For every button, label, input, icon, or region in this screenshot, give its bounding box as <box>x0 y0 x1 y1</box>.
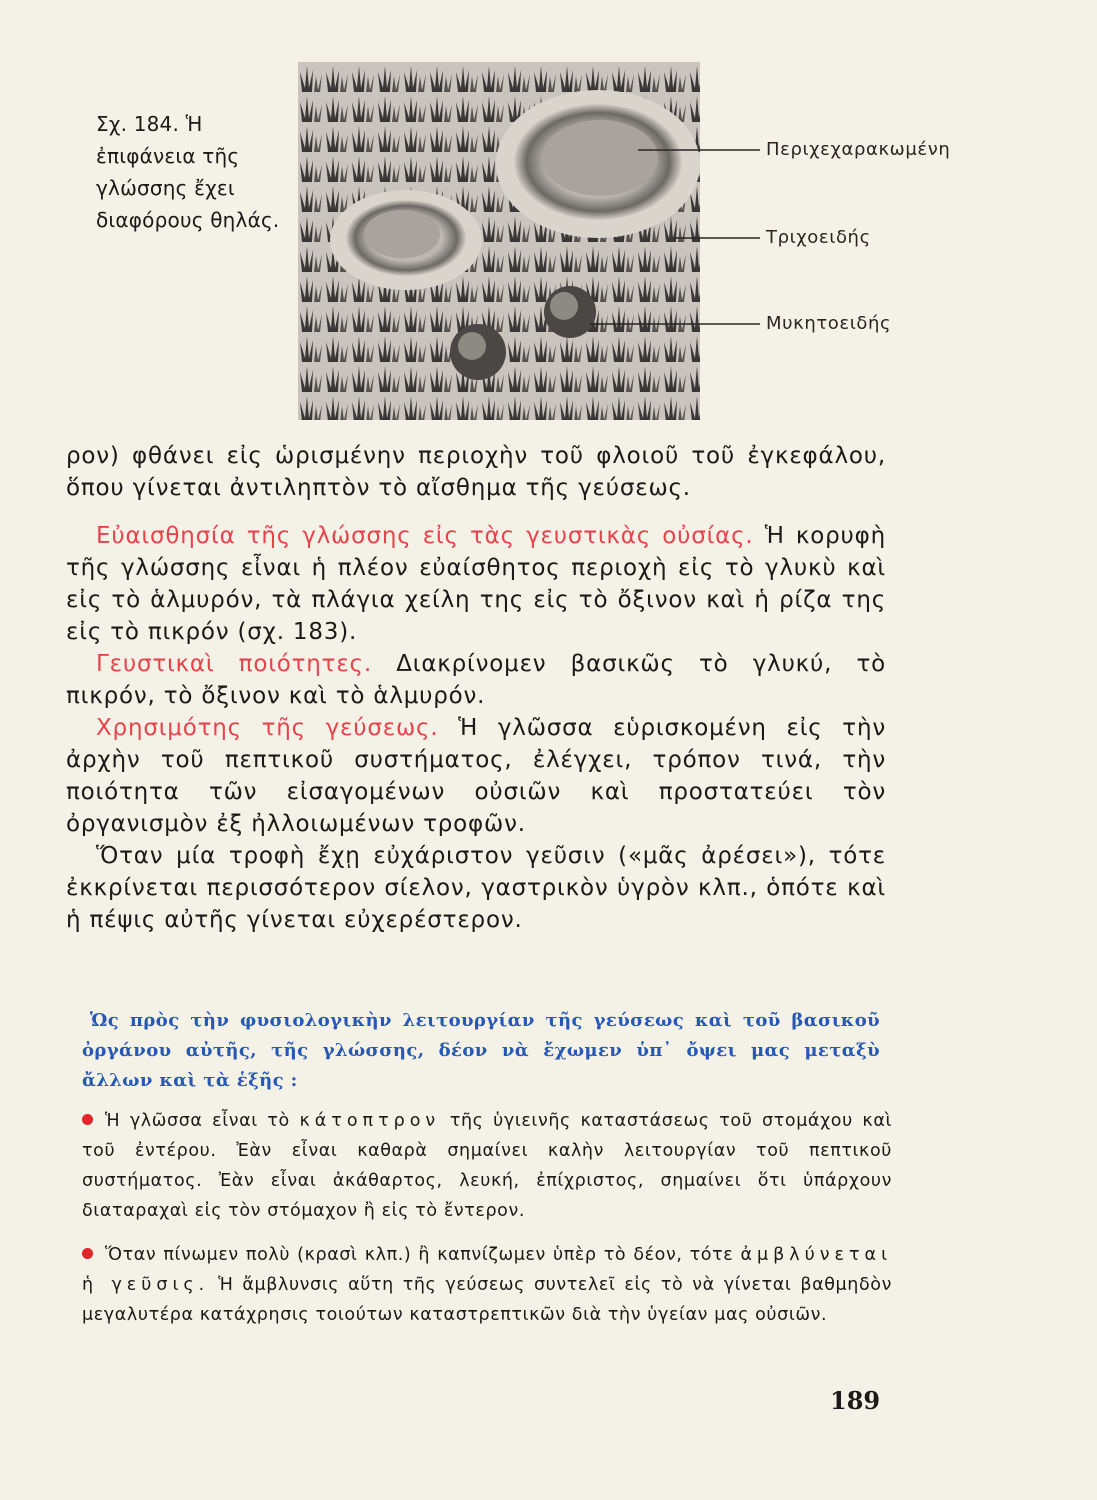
note-intro: Ὡς πρὸς τὴν φυσιολογικὴν λειτουργίαν τῆς γεύσεως καὶ τοῦ βασικοῦ ὀργάνου αὐτῆς, τῆς γλώσσης, δέον νὰ ἔχωμεν ὑπ᾿ ὄψει μας μεταξὺ ἄλλων καὶ τὰ ἑξῆς : <box>82 1010 880 1091</box>
bullet-item-1 <box>82 1106 892 1226</box>
bullet1-text-a: Ἡ γλῶσσα εἶναι τὸ <box>105 1111 290 1131</box>
bullet-item-2 <box>82 1240 892 1330</box>
label-filiform: Τριχοειδής <box>766 227 871 248</box>
label-circumvallate: Περιχεχαρακωμένη <box>766 139 951 160</box>
label-fungiform: Μυκητοειδής <box>766 313 892 334</box>
bullet2-text-b: Ἡ ἄμβλυνσις αὕτη τῆς γεύσεως συντελεῖ εἰς τὸ νὰ γίνεται βαθμηδὸν μεγαλυτέρα κατάχρησις τοιούτων καταστρεπτικῶν διὰ τὴν ὑγείαν μας οὐσιῶν. <box>82 1275 892 1325</box>
pleasant-taste-paragraph: Ὅταν μία τροφὴ ἔχῃ εὐχάριστον γεῦσιν («μᾶς ἀρέσει»), τότε ἐκκρίνεται περισσότερον σίελον, γαστρικὸν ὑγρὸν κλπ., ὁπότε καὶ ἡ πέψις αὐτῆς γίνεται εὐχερέστερον. <box>66 843 886 933</box>
sensitivity-heading: Εὐαισθησία τῆς γλώσσης εἰς τὰς γευστικὰς οὐσίας. <box>96 523 754 549</box>
qualities-heading: Γευστικαὶ ποιότητες. <box>96 651 372 677</box>
qualities-text: Διακρίνομεν βασικῶς τὸ γλυκύ, τὸ πικρόν, τὸ ὄξινον καὶ τὸ ἁλμυρόν. <box>66 651 886 709</box>
usefulness-paragraph <box>66 712 886 840</box>
main-text <box>66 440 886 936</box>
bullet2-text-a: Ὅταν πίνωμεν πολὺ (κρασὶ κλπ.) ἢ καπνίζωμεν ὑπὲρ τὸ δέον, τότε <box>105 1245 734 1265</box>
bullet1-emphasis: κάτοπτρον <box>299 1111 441 1131</box>
page-number: 189 <box>830 1386 881 1415</box>
bullet-dot-icon <box>82 1248 93 1259</box>
usefulness-heading: Χρησιμότης τῆς γεύσεως. <box>96 715 439 741</box>
tongue-papillae-illustration <box>298 62 700 420</box>
bullet-dot-icon <box>82 1114 93 1125</box>
qualities-paragraph <box>66 648 886 712</box>
usefulness-text: Ἡ γλῶσσα εὑρισκομένη εἰς τὴν ἀρχὴν τοῦ πεπτικοῦ συστήματος, ἐλέγχει, τρόπον τινά, τὴν ποιότητα τῶν εἰσαγομένων οὐσιῶν καὶ προστατεύει τὸν ὀργανισμὸν ἐξ ἠλλοιωμένων τροφῶν. <box>66 715 886 837</box>
figure-caption: Σχ. 184. Ἡ ἐπιφάνεια τῆς γλώσσης ἔχει διαφόρους θηλάς. <box>96 112 280 232</box>
bullet1-text-b: τῆς ὑγιεινῆς καταστάσεως τοῦ στομάχου καὶ τοῦ ἐντέρου. Ἐὰν εἶναι καθαρὰ σημαίνει καλὴν λειτουργίαν τοῦ πεπτικοῦ συστήματος. Ἐὰν εἶναι ἀκάθαρτος, λευκή, ἐπίχριστος, σημαίνει ὅτι ὑπάρχουν διαταραχαὶ εἰς τὸν στόμαχον ἢ εἰς τὸ ἔντερον. <box>82 1111 892 1221</box>
sensitivity-paragraph <box>66 520 886 648</box>
sensitivity-text: Ἡ κορυφὴ τῆς γλώσσης εἶναι ἡ πλέον εὐαίσθητος περιοχὴ εἰς τὸ γλυκὺ καὶ εἰς τὸ ἁλμυρόν, τὰ πλάγια χείλη της εἰς τὸ ὄξινον καὶ ἡ ρίζα της εἰς τὸ πικρόν (σχ. 183). <box>66 523 886 645</box>
figure-leader-lines <box>700 140 762 340</box>
continuation-paragraph: ρον) φθάνει εἰς ὡρισμένην περιοχὴν τοῦ φλοιοῦ τοῦ ἐγκεφάλου, ὅπου γίνεται ἀντιληπτὸν τὸ αἴσθημα τῆς γεύσεως. <box>66 443 886 501</box>
bullet2-emphasis: ἀμβλύνεται ἡ γεῦσις. <box>82 1245 892 1295</box>
